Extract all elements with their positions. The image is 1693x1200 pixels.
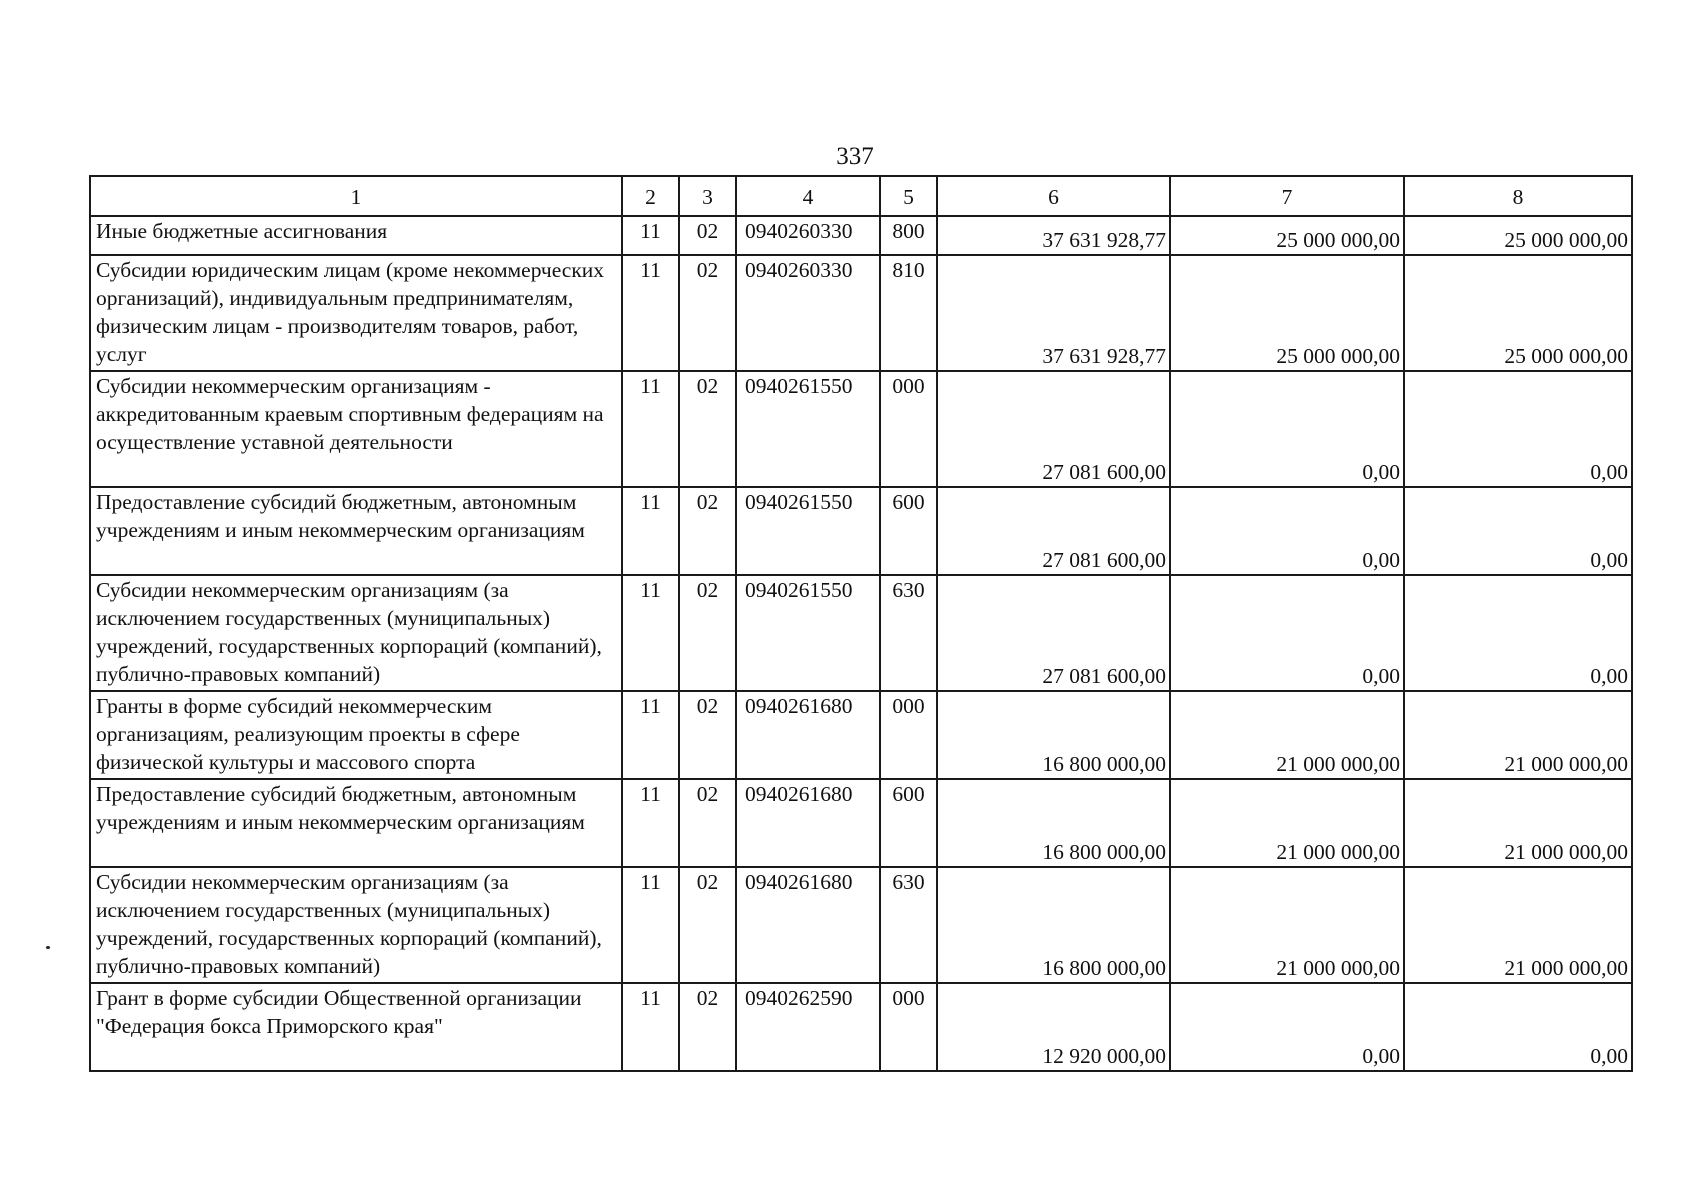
- amount-cell: 21 000 000,00: [1404, 779, 1632, 867]
- target-article-cell: 0940260330: [736, 255, 880, 371]
- column-header: 2: [622, 176, 679, 216]
- amount-cell: 16 800 000,00: [937, 779, 1170, 867]
- amount-cell: 0,00: [1404, 487, 1632, 575]
- table-row: [90, 779, 1632, 867]
- column-header: 4: [736, 176, 880, 216]
- amount-cell: 0,00: [1170, 487, 1404, 575]
- row-name-cell: Предоставление субсидий бюджетным, автономным учреждениям и иным некоммерческим организациям: [90, 779, 622, 867]
- target-article-cell: 0940261680: [736, 691, 880, 779]
- amount-cell: 27 081 600,00: [937, 575, 1170, 691]
- row-name-cell: Грант в форме субсидии Общественной организации "Федерация бокса Приморского края": [90, 983, 622, 1071]
- expense-type-cell: 000: [880, 691, 937, 779]
- column-header: 7: [1170, 176, 1404, 216]
- row-name-cell: Иные бюджетные ассигнования: [90, 216, 622, 255]
- row-name-cell: Субсидии некоммерческим организациям (за исключением государственных (муниципальных) учреждений, государственных корпораций (компаний), публично-правовых компаний): [90, 867, 622, 983]
- section-cell: 11: [622, 691, 679, 779]
- expense-type-cell: 600: [880, 487, 937, 575]
- table-row: [90, 867, 1632, 983]
- amount-cell: 27 081 600,00: [937, 487, 1170, 575]
- section-cell: 11: [622, 487, 679, 575]
- page-number: 337: [836, 143, 874, 170]
- row-name-cell: Гранты в форме субсидий некоммерческим организациям, реализующим проекты в сфере физической культуры и массового спорта: [90, 691, 622, 779]
- table-row: [90, 983, 1632, 1071]
- amount-cell: 0,00: [1170, 983, 1404, 1071]
- budget-table: [89, 175, 1633, 1072]
- section-cell: 11: [622, 779, 679, 867]
- target-article-cell: 0940261550: [736, 487, 880, 575]
- amount-cell: 25 000 000,00: [1170, 216, 1404, 255]
- row-name-cell: Предоставление субсидий бюджетным, автономным учреждениям и иным некоммерческим организациям: [90, 487, 622, 575]
- amount-cell: 21 000 000,00: [1170, 867, 1404, 983]
- table-row: [90, 255, 1632, 371]
- amount-cell: 0,00: [1404, 983, 1632, 1071]
- column-header: 8: [1404, 176, 1632, 216]
- subsection-cell: 02: [679, 255, 736, 371]
- section-cell: 11: [622, 255, 679, 371]
- subsection-cell: 02: [679, 983, 736, 1071]
- amount-cell: 25 000 000,00: [1170, 255, 1404, 371]
- amount-cell: 25 000 000,00: [1404, 255, 1632, 371]
- scan-speck: [46, 946, 50, 949]
- section-cell: 11: [622, 575, 679, 691]
- amount-cell: 37 631 928,77: [937, 216, 1170, 255]
- section-cell: 11: [622, 371, 679, 487]
- expense-type-cell: 800: [880, 216, 937, 255]
- subsection-cell: 02: [679, 867, 736, 983]
- amount-cell: 0,00: [1404, 371, 1632, 487]
- amount-cell: 27 081 600,00: [937, 371, 1170, 487]
- column-header: 1: [90, 176, 622, 216]
- table-row: [90, 371, 1632, 487]
- expense-type-cell: 630: [880, 575, 937, 691]
- subsection-cell: 02: [679, 216, 736, 255]
- expense-type-cell: 600: [880, 779, 937, 867]
- amount-cell: 21 000 000,00: [1404, 867, 1632, 983]
- row-name-cell: Субсидии некоммерческим организациям - аккредитованным краевым спортивным федерациям на осуществление уставной деятельности: [90, 371, 622, 487]
- expense-type-cell: 630: [880, 867, 937, 983]
- table-header-row: [90, 176, 1632, 216]
- target-article-cell: 0940262590: [736, 983, 880, 1071]
- amount-cell: 16 800 000,00: [937, 691, 1170, 779]
- target-article-cell: 0940260330: [736, 216, 880, 255]
- expense-type-cell: 000: [880, 371, 937, 487]
- target-article-cell: 0940261550: [736, 575, 880, 691]
- target-article-cell: 0940261680: [736, 779, 880, 867]
- amount-cell: 21 000 000,00: [1404, 691, 1632, 779]
- section-cell: 11: [622, 216, 679, 255]
- amount-cell: 25 000 000,00: [1404, 216, 1632, 255]
- amount-cell: 37 631 928,77: [937, 255, 1170, 371]
- amount-cell: 0,00: [1170, 575, 1404, 691]
- expense-type-cell: 810: [880, 255, 937, 371]
- column-header: 6: [937, 176, 1170, 216]
- column-header: 5: [880, 176, 937, 216]
- section-cell: 11: [622, 867, 679, 983]
- table-row: [90, 216, 1632, 255]
- subsection-cell: 02: [679, 779, 736, 867]
- amount-cell: 16 800 000,00: [937, 867, 1170, 983]
- amount-cell: 0,00: [1170, 371, 1404, 487]
- amount-cell: 21 000 000,00: [1170, 691, 1404, 779]
- expense-type-cell: 000: [880, 983, 937, 1071]
- subsection-cell: 02: [679, 575, 736, 691]
- row-name-cell: Субсидии юридическим лицам (кроме некоммерческих организаций), индивидуальным предпринимателям, физическим лицам - производителям товаров, работ, услуг: [90, 255, 622, 371]
- target-article-cell: 0940261680: [736, 867, 880, 983]
- column-header: 3: [679, 176, 736, 216]
- amount-cell: 0,00: [1404, 575, 1632, 691]
- row-name-cell: Субсидии некоммерческим организациям (за исключением государственных (муниципальных) учреждений, государственных корпораций (компаний), публично-правовых компаний): [90, 575, 622, 691]
- table-row: [90, 575, 1632, 691]
- subsection-cell: 02: [679, 691, 736, 779]
- table-row: [90, 487, 1632, 575]
- table-row: [90, 691, 1632, 779]
- amount-cell: 21 000 000,00: [1170, 779, 1404, 867]
- amount-cell: 12 920 000,00: [937, 983, 1170, 1071]
- section-cell: 11: [622, 983, 679, 1071]
- subsection-cell: 02: [679, 487, 736, 575]
- subsection-cell: 02: [679, 371, 736, 487]
- target-article-cell: 0940261550: [736, 371, 880, 487]
